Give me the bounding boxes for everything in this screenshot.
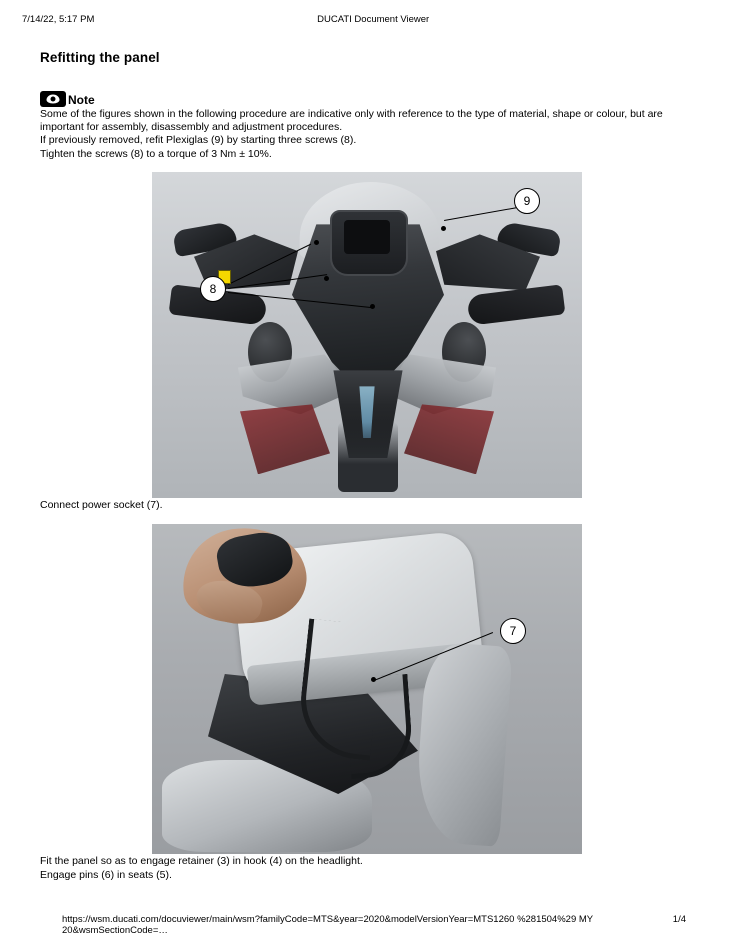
plexiglas-instruction-line1: If previously removed, refit Plexiglas (9) by starting three screws (8). xyxy=(40,134,357,147)
panel-instruction-line1: Fit the panel so as to engage retainer (3) in hook (4) on the headlight. xyxy=(40,854,363,867)
print-header xyxy=(0,0,734,25)
note-heading xyxy=(40,87,694,107)
note-eye-icon xyxy=(40,91,66,107)
figure-front-fairing xyxy=(152,172,582,498)
leader-dot-7 xyxy=(371,677,376,682)
figure-front-fairing-wrapper xyxy=(40,172,694,498)
figure-front-fairing-image xyxy=(152,172,582,498)
print-footer-url: https://wsm.ducati.com/docuviewer/main/wsm?familyCode=MTS&year=2020&modelVersionYear=MTS1260 %281504%29 MY 20&wsmSectionCode=… xyxy=(62,914,593,936)
plexiglas-instruction-line2: Tighten the screws (8) to a torque of 3 Nm ± 10%. xyxy=(40,147,272,160)
figure-power-socket xyxy=(152,524,582,854)
callout-8: 8 xyxy=(200,276,226,302)
note-label: Note xyxy=(68,93,95,107)
panel-instruction-line2: Engage pins (6) in seats (5). xyxy=(40,868,172,881)
note-text: Some of the figures shown in the following procedure are indicative only with reference to the type of material, shape or colour, but are important for assembly, disassembly and adjustment procedures. xyxy=(40,108,663,133)
callout-9: 9 xyxy=(514,188,540,214)
print-footer xyxy=(0,914,734,936)
callout-7: 7 xyxy=(500,618,526,644)
page-title: Refitting the panel xyxy=(40,50,160,65)
print-footer-page: 1/4 xyxy=(672,914,686,925)
print-header-title: DUCATI Document Viewer xyxy=(317,14,430,25)
document-content xyxy=(0,22,734,881)
figure-power-socket-wrapper xyxy=(40,524,694,854)
power-socket-instruction: Connect power socket (7). xyxy=(40,499,163,512)
note-block xyxy=(40,87,694,133)
print-header-datetime: 7/14/22, 5:17 PM xyxy=(22,14,95,25)
figure-power-socket-image xyxy=(152,524,582,854)
